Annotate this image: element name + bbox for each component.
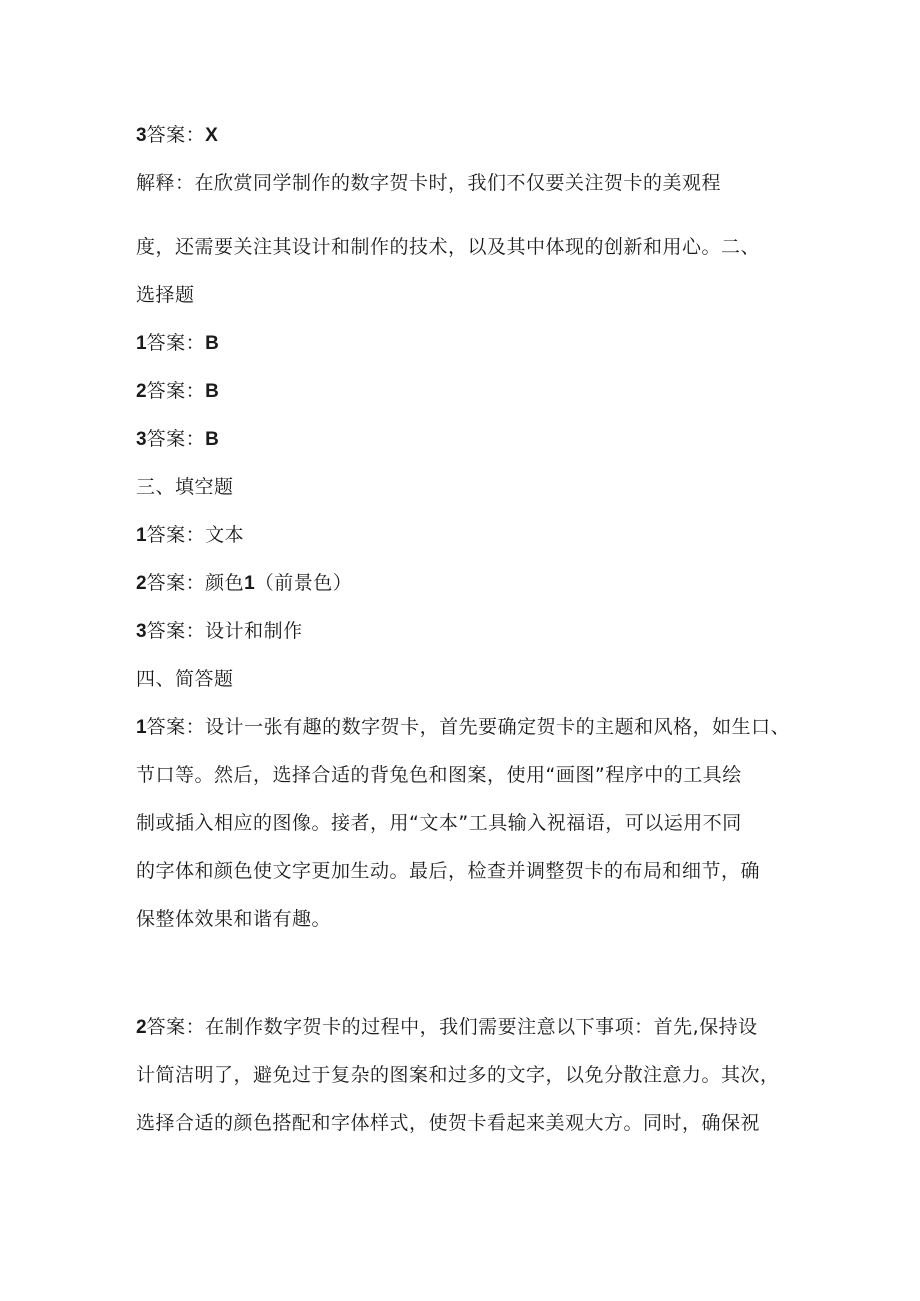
fill-q2-answer <box>136 570 352 597</box>
section-heading-fill: 三、填空题 <box>136 476 234 498</box>
choice-q1-answer <box>136 330 219 357</box>
judgment-q3-explanation <box>136 170 776 330</box>
answer-line: 的字体和颜色使文字更加生动。最后，检查并调整贺卡的布局和细节，确 <box>136 860 761 882</box>
question-number: 1 <box>136 333 147 354</box>
answer-line <box>136 1014 776 1062</box>
answer-value: X <box>205 125 219 146</box>
question-number: 3 <box>136 125 147 146</box>
question-number: 2 <box>136 1017 147 1038</box>
answer-line: 计简洁明了，避免过于复杂的图案和过多的文字，以免分散注意力。其次， <box>136 1064 780 1086</box>
answer-value: B <box>205 429 220 450</box>
answer-label: 答案： <box>146 524 206 546</box>
question-number: 2 <box>136 573 147 594</box>
answer-line: 节口等。然后，选择合适的背兔色和图案，使用“画图”程序中的工具绘 <box>136 764 742 786</box>
section-heading-choice: 选择题 <box>136 284 195 306</box>
question-number: 3 <box>136 621 147 642</box>
answer-value: 文本 <box>205 524 245 546</box>
explanation-line: 解释：在欣赏同学制作的数字贺卡时，我们不仅要关注贺卡的美观程 <box>136 172 722 194</box>
answer-label: 答案： <box>146 380 206 402</box>
answer-value-note: （前景色） <box>254 572 353 594</box>
question-number: 2 <box>136 381 147 402</box>
answer-value-number: 1 <box>244 573 255 594</box>
fill-q1-answer <box>136 522 244 549</box>
question-number: 1 <box>136 525 147 546</box>
answer-label: 答案： <box>146 124 206 146</box>
answer-line: 制或插入相应的图像。接者，用“文本”工具输入祝福语，可以运用不同 <box>136 812 742 834</box>
answer-label: 答案： <box>146 572 206 594</box>
fill-q3-answer <box>136 618 303 645</box>
answer-text: 答案：在制作数字贺卡的过程中，我们需要注意以下事项：首先,保持设 <box>146 1016 758 1038</box>
question-number: 1 <box>136 717 147 738</box>
answer-value: 颜色 <box>205 572 245 594</box>
answer-text: 答案：设计一张有趣的数字贺卡，首先要确定贺卡的主题和风格，如生口、 <box>146 716 791 738</box>
answer-value: 设计和制作 <box>205 620 303 642</box>
answer-line: 保整体效果和谐有趣。 <box>136 908 332 930</box>
choice-q2-answer <box>136 378 219 405</box>
explanation-line: 度，还需要关注其设计和制作的技术，以及其中体现的创新和用心。二、 <box>136 236 761 258</box>
section-heading-short: 四、简答题 <box>136 668 234 690</box>
answer-label: 答案： <box>146 332 206 354</box>
answer-line: 选择合适的颜色搭配和字体样式，使贺卡看起来美观大方。同时，确保祝 <box>136 1112 761 1134</box>
answer-line <box>136 714 791 762</box>
answer-value: B <box>205 333 220 354</box>
short-q2-answer <box>136 1014 780 1158</box>
choice-q3-answer <box>136 426 219 453</box>
answer-label: 答案： <box>146 428 206 450</box>
answer-label: 答案： <box>146 620 206 642</box>
question-number: 3 <box>136 429 147 450</box>
judgment-q3-answer <box>136 122 218 149</box>
answer-value: B <box>205 381 220 402</box>
short-q1-answer <box>136 714 791 954</box>
